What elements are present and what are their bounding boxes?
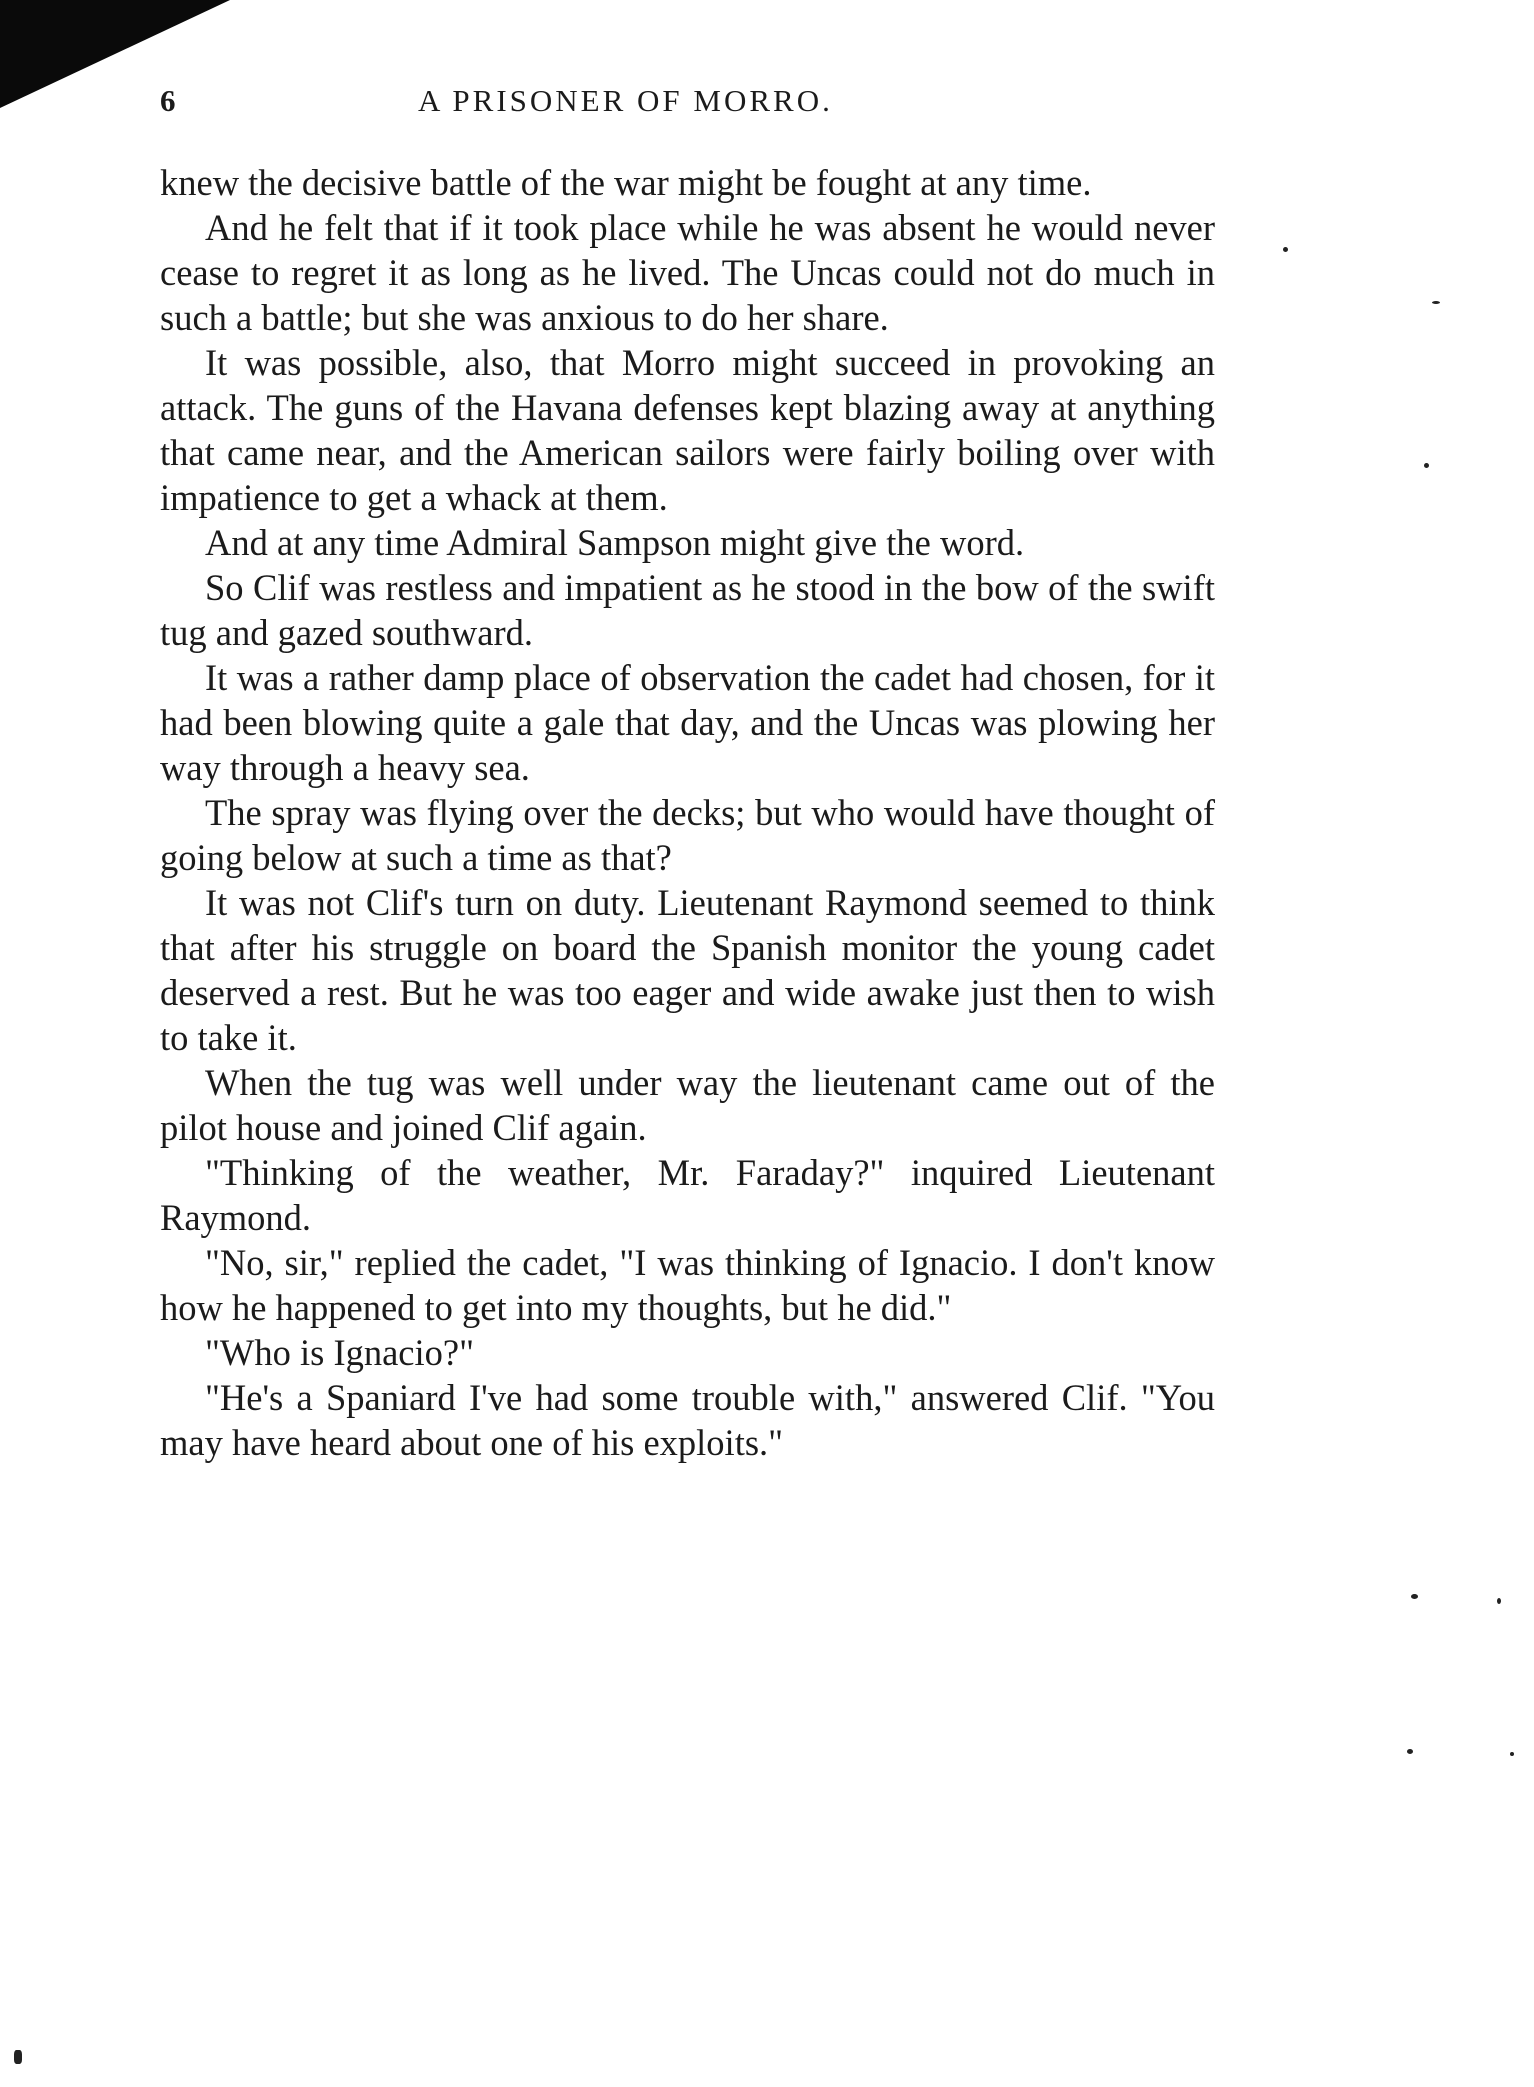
scan-speck: [1283, 247, 1288, 252]
paragraph: When the tug was well under way the lieutenant came out of the pilot house and joined Clif again.: [160, 1062, 1215, 1148]
paragraph: It was a rather damp place of observation the cadet had chosen, for it had been blowing quite a gale that day, and the Uncas was plowing her way through a heavy sea.: [160, 657, 1215, 788]
paragraph: And at any time Admiral Sampson might give the word.: [205, 522, 1025, 563]
paragraph: It was possible, also, that Morro might succeed in provoking an attack. The guns of the Havana defenses kept blazing away at anything that came near, and the American sailors were fairly boiling over with impatience to get a whack at them.: [160, 342, 1215, 518]
paragraph: "No, sir," replied the cadet, "I was thinking of Ignacio. I don't know how he happened to get into my thoughts, but he did.": [160, 1242, 1215, 1328]
page-header: [160, 75, 1220, 125]
paragraph: "Who is Ignacio?": [205, 1332, 474, 1373]
paragraph: "Thinking of the weather, Mr. Faraday?" inquired Lieutenant Raymond.: [160, 1152, 1215, 1238]
scan-corner-shadow-lower: [0, 0, 46, 100]
scan-speck: [1407, 1749, 1413, 1754]
paragraph: knew the decisive battle of the war might be fought at any time.: [160, 162, 1092, 203]
running-title: A PRISONER OF MORRO.: [418, 83, 833, 118]
scan-speck: [1497, 1598, 1501, 1604]
paragraph: "He's a Spaniard I've had some trouble with," answered Clif. "You may have heard about one of his exploits.": [160, 1377, 1215, 1463]
paragraph: It was not Clif's turn on duty. Lieutenant Raymond seemed to think that after his struggle on board the Spanish monitor the young cadet deserved a rest. But he was too eager and wide awake just then to wish to take it.: [160, 882, 1215, 1058]
scan-speck: [14, 2050, 22, 2064]
page-number: 6: [160, 83, 178, 118]
body-text: [160, 160, 1215, 1465]
paragraph: And he felt that if it took place while he was absent he would never cease to regret it as long as he lived. The Uncas could not do much in such a battle; but she was anxious to do her share.: [160, 207, 1215, 338]
scan-speck: [1432, 301, 1440, 304]
paragraph: The spray was flying over the decks; but who would have thought of going below at such a time as that?: [160, 792, 1215, 878]
paragraph: So Clif was restless and impatient as he stood in the bow of the swift tug and gazed southward.: [160, 567, 1215, 653]
scan-speck: [1510, 1752, 1514, 1756]
scan-speck: [1424, 463, 1429, 468]
scan-speck: [1411, 1594, 1418, 1599]
